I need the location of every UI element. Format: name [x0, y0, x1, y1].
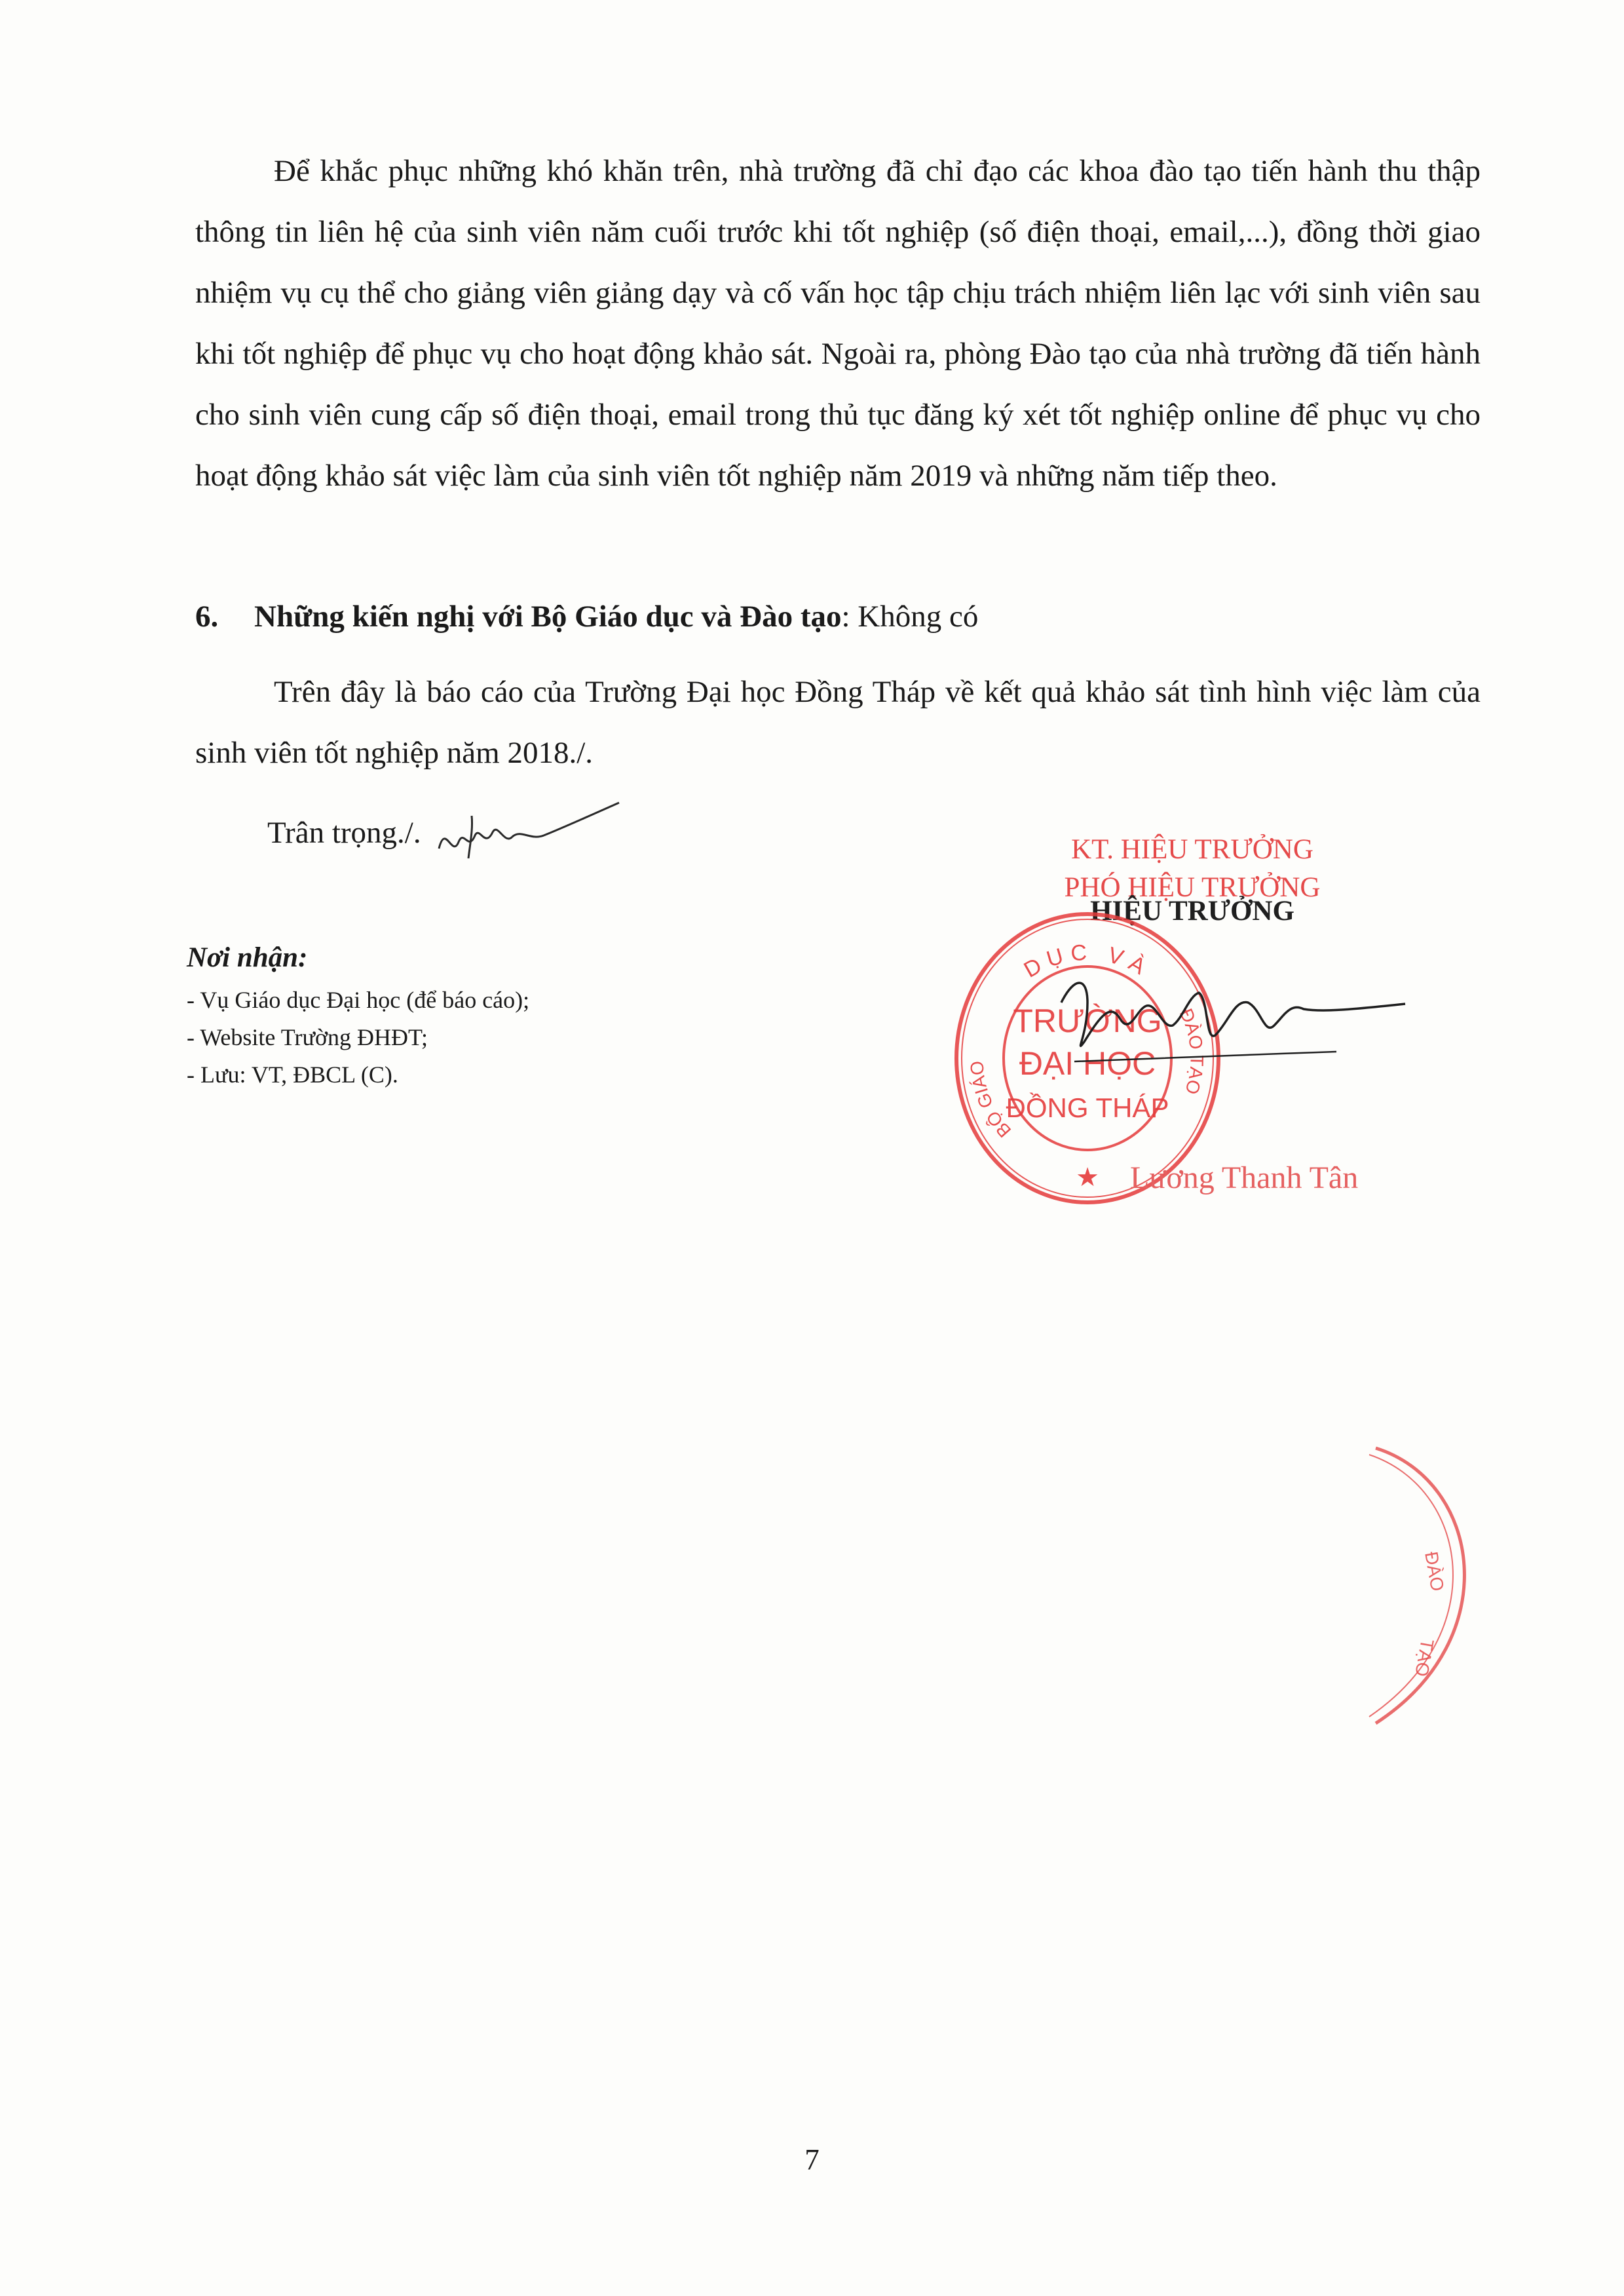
page-number: 7 — [804, 2143, 820, 2176]
signer-name: Lương Thanh Tân — [1130, 1160, 1359, 1195]
stamp-center-line-3: ĐỒNG THÁP — [1006, 1092, 1169, 1123]
recipient-item: - Lưu: VT, ĐBCL (C). — [187, 1062, 398, 1088]
partial-stamp-text-2: TẠO — [1411, 1637, 1438, 1679]
stamp-arc-top: DỤC VÀ — [1019, 940, 1156, 983]
stamp-center-line-1: TRƯỜNG — [1013, 1003, 1162, 1039]
section-6-title: Những kiến nghị với Bộ Giáo dục và Đào tạo — [254, 600, 842, 634]
body-paragraph-2: Trên đây là báo cáo của Trường Đại học Đồng Tháp về kết quả khảo sát tình hình việc làm của sinh viên tốt nghiệp năm 2018./. — [195, 675, 1481, 770]
section-6-value: : Không có — [841, 600, 979, 634]
signature-title-line-3: HIỆU TRƯỞNG — [1090, 896, 1294, 927]
stamp-arc-left: BỘ GIÁO — [966, 1060, 1015, 1141]
signature-title-line-2: PHÓ HIỆU TRƯỞNG — [1064, 872, 1321, 903]
signature-title-line-1: KT. HIỆU TRƯỞNG — [1071, 834, 1313, 865]
recipient-item: - Vụ Giáo dục Đại học (để báo cáo); — [187, 987, 530, 1013]
svg-text:★: ★ — [1076, 1163, 1099, 1192]
initials-signature-icon — [432, 796, 622, 868]
closing-text: Trân trọng./. — [267, 816, 421, 850]
recipients-title: Nơi nhận: — [187, 942, 308, 973]
recipients-block — [187, 937, 776, 1094]
stamp-arc-right: ĐÀO TẠO — [1175, 1005, 1207, 1097]
partial-stamp-icon — [1363, 1442, 1572, 1730]
stamp-center-line-2: ĐẠI HỌC — [1019, 1045, 1156, 1082]
body-paragraph-1: Để khắc phục những khó khăn trên, nhà trường đã chỉ đạo các khoa đào tạo tiến hành thu thập thông tin liên hệ của sinh viên năm cuối trước khi tốt nghiệp (số điện thoại, email,...), đồng thời giao nhiệm vụ cụ thể cho giảng viên giảng dạy và cố vấn học tập chịu trách nhiệm liên lạc với sinh viên sau khi tốt nghiệp để phục vụ cho hoạt động khảo sát. Ngoài ra, phòng Đào tạo của nhà trường đã tiến hành cho sinh viên cung cấp số điện thoại, email trong thủ tục đăng ký xét tốt nghiệp online để phục vụ cho hoạt động khảo sát việc làm của sinh viên tốt nghiệp năm 2019 và những năm tiếp theo. — [195, 154, 1481, 493]
recipient-item: - Website Trường ĐHĐT; — [187, 1024, 428, 1050]
partial-stamp-text-1: ĐÀO — [1421, 1550, 1448, 1593]
handwritten-signature-icon — [1048, 963, 1408, 1081]
section-6-number: 6. — [195, 600, 219, 634]
section-6-heading — [195, 586, 1481, 647]
recipients-list — [187, 982, 776, 1094]
